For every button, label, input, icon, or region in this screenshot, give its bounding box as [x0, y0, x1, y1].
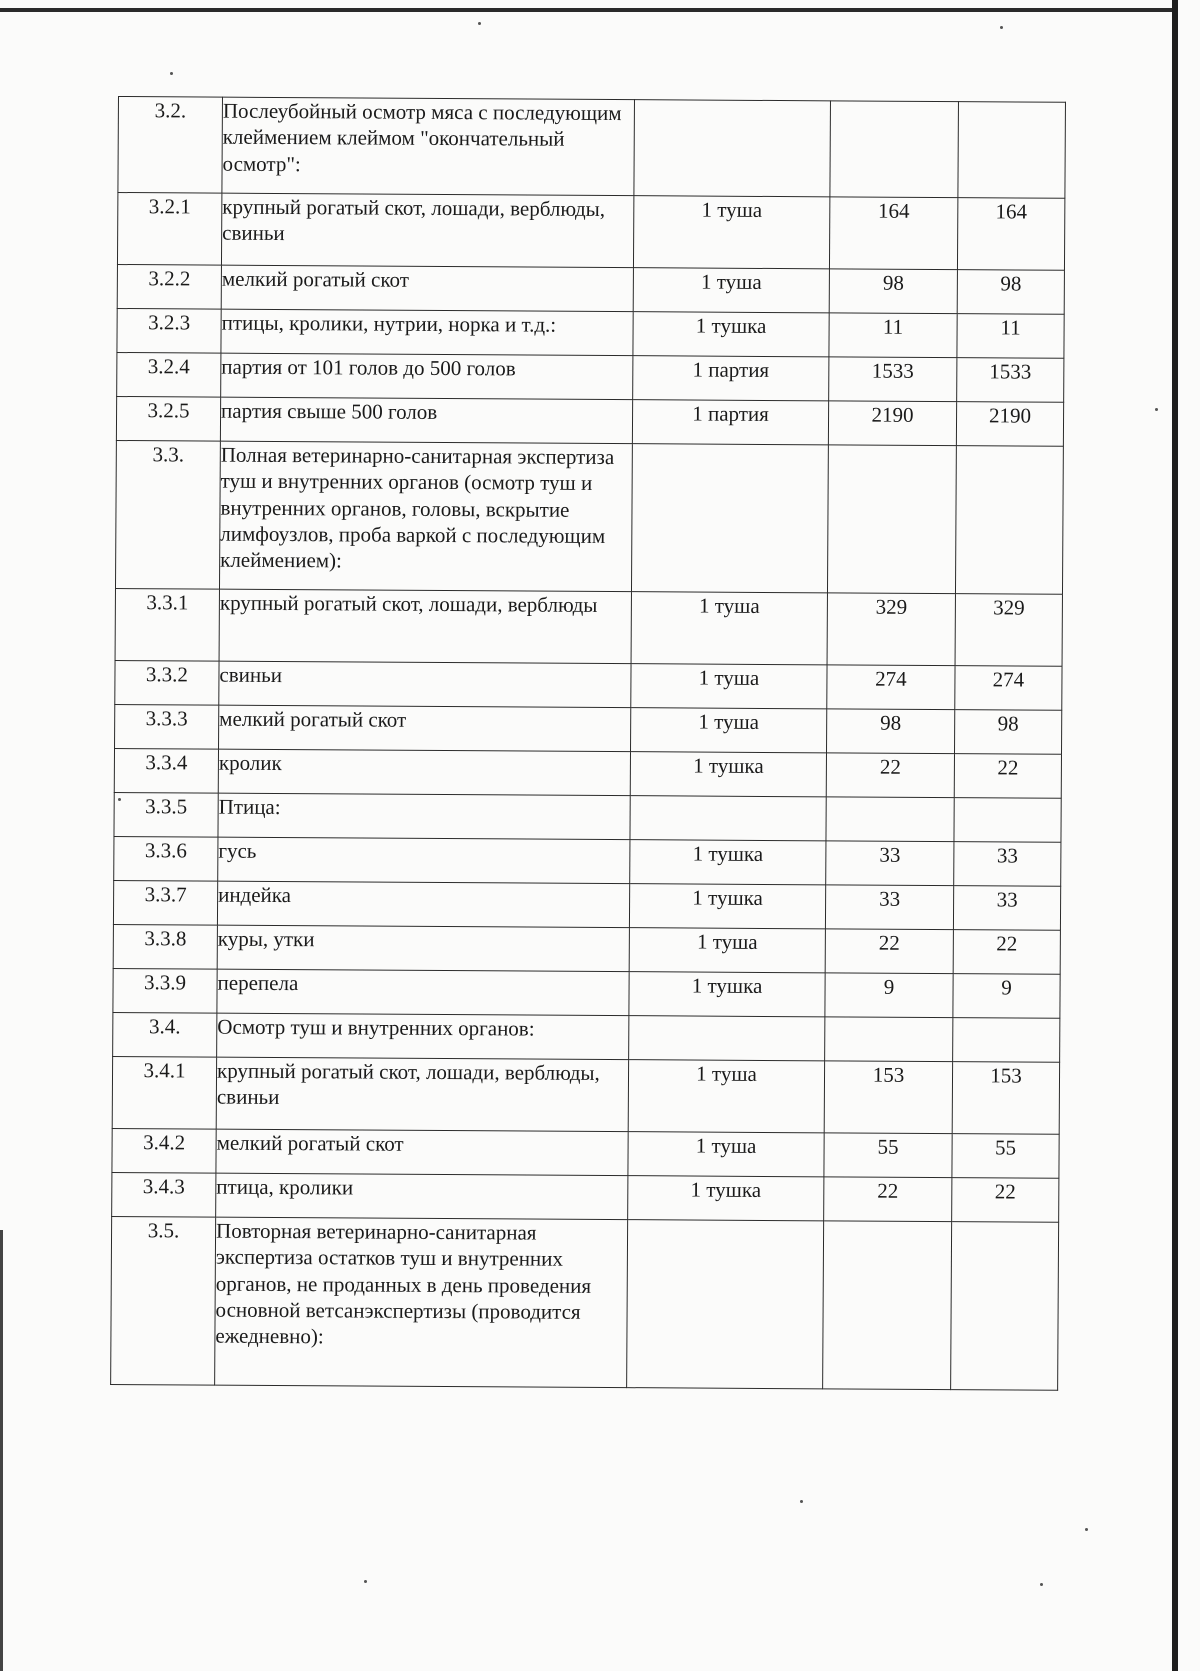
- price-value: 329: [827, 593, 955, 666]
- unit-of-measure: 1 туша: [633, 196, 829, 269]
- price-with-vat-value: 164: [957, 198, 1064, 271]
- price-value: 153: [824, 1061, 952, 1134]
- service-name: свиньи: [219, 661, 631, 708]
- scan-speck: [1155, 408, 1158, 411]
- price-value: [830, 101, 959, 198]
- price-value: 55: [824, 1133, 952, 1178]
- row-number: 3.3.2: [115, 660, 219, 705]
- price-value: 22: [825, 929, 953, 974]
- price-with-vat-value: 98: [957, 270, 1064, 315]
- table-row: [114, 748, 1061, 798]
- service-name: гусь: [218, 837, 630, 884]
- row-number: 3.2.: [118, 97, 223, 194]
- unit-of-measure: [634, 100, 831, 197]
- unit-of-measure: 1 тушка: [630, 840, 826, 885]
- row-number: 3.3.8: [113, 924, 217, 969]
- price-value: 33: [826, 841, 954, 886]
- price-value: [827, 445, 956, 594]
- service-name: кролик: [218, 749, 630, 796]
- price-value: 274: [827, 665, 955, 710]
- price-with-vat-value: 33: [953, 886, 1060, 931]
- service-name: куры, утки: [217, 925, 629, 972]
- unit-of-measure: 1 партия: [632, 400, 828, 445]
- row-number: 3.3.3: [115, 704, 219, 749]
- price-with-vat-value: 98: [954, 710, 1061, 755]
- row-number: 3.2.5: [116, 396, 220, 441]
- scan-speck: [478, 22, 481, 25]
- price-value: 22: [824, 1177, 952, 1222]
- table-row: [115, 660, 1062, 710]
- table-row: [113, 968, 1060, 1018]
- table-row: [117, 308, 1064, 358]
- unit-of-measure: [631, 444, 828, 593]
- scan-speck: [1040, 1583, 1043, 1586]
- unit-of-measure: [629, 1016, 825, 1061]
- scan-speck: [800, 1500, 803, 1503]
- service-name: крупный рогатый скот, лошади, верблюды, свиньи: [221, 193, 633, 268]
- unit-of-measure: 1 туша: [629, 928, 825, 973]
- service-name: Повторная ветеринарно-санитарная экспертиза остатков туш и внутренних органов, не проданных в день проведения основной ветсанэкспертизы (проводится ежедневно):: [215, 1217, 628, 1388]
- price-with-vat-value: 33: [954, 842, 1061, 887]
- row-number: 3.4.: [113, 1012, 217, 1057]
- scan-speck: [364, 1580, 367, 1583]
- price-value: 1533: [829, 357, 957, 402]
- service-name: партия свыше 500 голов: [220, 397, 632, 444]
- table-row: [114, 836, 1061, 886]
- price-with-vat-value: [951, 1222, 1059, 1391]
- price-value: 2190: [828, 401, 956, 446]
- row-number: 3.3.5: [114, 792, 218, 837]
- table-row: [116, 396, 1063, 446]
- table-row: [112, 1056, 1059, 1134]
- price-value: [823, 1221, 952, 1390]
- unit-of-measure: 1 тушка: [630, 752, 826, 797]
- table-row: [112, 1172, 1059, 1222]
- unit-of-measure: [627, 1220, 824, 1389]
- service-name: Послеубойный осмотр мяса с последующим клеймением клеймом "окончательный осмотр":: [222, 97, 635, 196]
- service-name: крупный рогатый скот, лошади, верблюды: [219, 589, 631, 664]
- row-number: 3.3.4: [114, 748, 218, 793]
- unit-of-measure: 1 партия: [633, 356, 829, 401]
- service-name: птица, кролики: [216, 1173, 628, 1220]
- row-number: 3.2.2: [117, 264, 221, 309]
- row-number: 3.5.: [111, 1216, 216, 1385]
- scan-right-edge: [1172, 0, 1178, 1671]
- price-with-vat-value: 329: [955, 594, 1062, 667]
- table-row: [115, 704, 1062, 754]
- price-with-vat-value: 9: [953, 974, 1060, 1019]
- price-with-vat-value: [955, 446, 1063, 595]
- price-with-vat-value: 2190: [956, 402, 1063, 447]
- row-number: 3.2.4: [117, 352, 221, 397]
- unit-of-measure: 1 туша: [628, 1060, 824, 1133]
- row-number: 3.3.7: [113, 880, 217, 925]
- table-row: [117, 264, 1064, 314]
- unit-of-measure: [630, 796, 826, 841]
- row-number: 3.4.1: [112, 1056, 216, 1129]
- unit-of-measure: 1 туша: [631, 708, 827, 753]
- service-name: Осмотр туш и внутренних органов:: [217, 1013, 629, 1060]
- service-name: Полная ветеринарно-санитарная экспертиза туш и внутренних органов (осмотр туш и внутренних органов, головы, вскрытие лимфоузлов, проба варкой с последующим клеймением):: [219, 441, 632, 592]
- price-value: 98: [829, 269, 957, 314]
- price-value: 11: [829, 313, 957, 358]
- unit-of-measure: 1 тушка: [628, 1176, 824, 1221]
- price-with-vat-value: [958, 102, 1066, 199]
- row-number: 3.3.: [115, 440, 220, 589]
- price-with-vat-value: 11: [957, 314, 1064, 359]
- row-number: 3.2.3: [117, 308, 221, 353]
- service-name: Птица:: [218, 793, 630, 840]
- row-number: 3.4.3: [112, 1172, 216, 1217]
- table-row: [111, 1216, 1059, 1390]
- price-value: [825, 1017, 953, 1062]
- table-row: [113, 924, 1060, 974]
- table-row: [113, 880, 1060, 930]
- price-value: 22: [826, 753, 954, 798]
- table-row: [112, 1128, 1059, 1178]
- scan-left-edge: [0, 1230, 3, 1671]
- price-value: 164: [829, 197, 957, 270]
- service-name: партия от 101 голов до 500 голов: [221, 353, 633, 400]
- price-with-vat-value: 153: [952, 1062, 1059, 1135]
- unit-of-measure: 1 туша: [631, 664, 827, 709]
- unit-of-measure: 1 туша: [631, 592, 827, 665]
- table-row: [113, 1012, 1060, 1062]
- price-with-vat-value: 1533: [957, 358, 1064, 403]
- price-value: 98: [827, 709, 955, 754]
- unit-of-measure: 1 туша: [628, 1132, 824, 1177]
- unit-of-measure: 1 туша: [633, 268, 829, 313]
- row-number: 3.3.1: [115, 588, 219, 661]
- service-name: индейка: [217, 881, 629, 928]
- service-name: птицы, кролики, нутрии, норка и т.д.:: [221, 309, 633, 356]
- price-value: 9: [825, 973, 953, 1018]
- table-row: [115, 440, 1063, 594]
- price-with-vat-value: [953, 1018, 1060, 1063]
- scan-speck: [1085, 1528, 1088, 1531]
- row-number: 3.4.2: [112, 1128, 216, 1173]
- unit-of-measure: 1 тушка: [629, 972, 825, 1017]
- table-row: [118, 97, 1066, 199]
- tariff-table: [110, 96, 1066, 1391]
- row-number: 3.3.6: [114, 836, 218, 881]
- service-name: мелкий рогатый скот: [219, 705, 631, 752]
- scan-top-edge: [0, 8, 1175, 12]
- table-row: [117, 193, 1064, 271]
- service-name: мелкий рогатый скот: [216, 1129, 628, 1176]
- unit-of-measure: 1 тушка: [633, 312, 829, 357]
- price-with-vat-value: 274: [955, 666, 1062, 711]
- service-name: мелкий рогатый скот: [221, 265, 633, 312]
- price-with-vat-value: 22: [953, 930, 1060, 975]
- scan-speck: [170, 72, 173, 75]
- price-with-vat-value: 22: [954, 754, 1061, 799]
- price-value: [826, 797, 954, 842]
- table-row: [117, 352, 1064, 402]
- unit-of-measure: 1 тушка: [629, 884, 825, 929]
- price-with-vat-value: 22: [952, 1178, 1059, 1223]
- service-name: крупный рогатый скот, лошади, верблюды, свиньи: [216, 1057, 628, 1132]
- table-row: [115, 588, 1062, 666]
- table-body: [111, 97, 1066, 1391]
- row-number: 3.3.9: [113, 968, 217, 1013]
- table-row: [114, 792, 1061, 842]
- price-with-vat-value: 55: [952, 1134, 1059, 1179]
- scan-speck: [1000, 26, 1003, 29]
- price-with-vat-value: [954, 798, 1061, 843]
- service-name: перепела: [217, 969, 629, 1016]
- row-number: 3.2.1: [117, 193, 221, 266]
- price-value: 33: [825, 885, 953, 930]
